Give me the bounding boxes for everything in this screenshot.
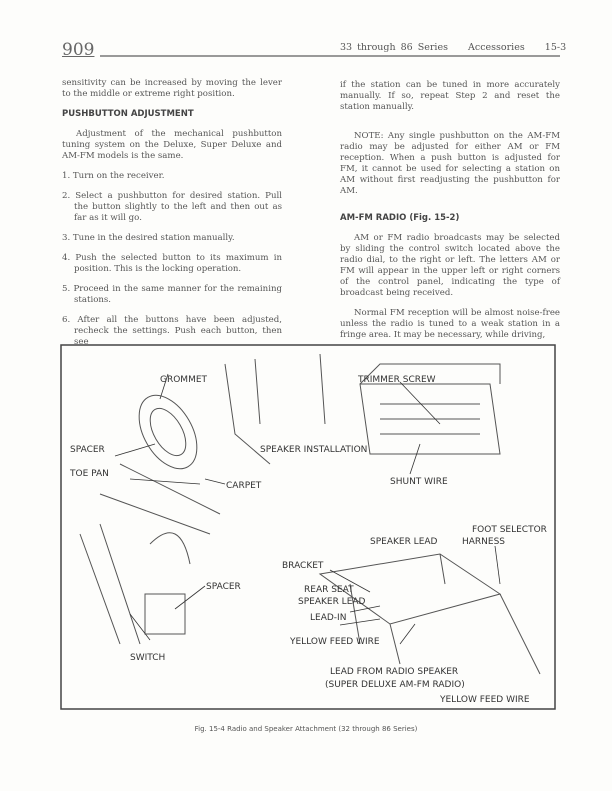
label-shunt-wire: SHUNT WIRE: [390, 477, 448, 487]
label-super-deluxe: (SUPER DELUXE AM-FM RADIO): [325, 680, 465, 690]
page-mark: 909: [62, 40, 95, 60]
figure-caption: Fig. 15-4 Radio and Speaker Attachment (32 through 86 Series): [194, 725, 418, 733]
step: 6. After all the buttons have been adjusted, recheck the settings. Push each button, then see: [62, 315, 282, 347]
label-speaker-installation: SPEAKER INSTALLATION: [260, 445, 368, 455]
note: NOTE: Any single pushbutton on the AM-FM radio may be adjusted for either AM or FM reception. When a push button is adjusted for FM, it cannot be used for selecting a station on AM without first readjusting the pushbutton for AM.: [340, 131, 560, 196]
label-trimmer-screw: TRIMMER SCREW: [358, 375, 436, 385]
label-foot-selector: FOOT SELECTOR: [472, 525, 547, 535]
label-bracket: BRACKET: [282, 561, 324, 571]
section-heading: PUSHBUTTON ADJUSTMENT: [62, 109, 194, 119]
label-rear-seat: REAR SEAT: [304, 585, 354, 595]
label-lead-in: LEAD-IN: [310, 613, 347, 623]
figure-illustration: [60, 344, 556, 710]
running-header: 33 through 86 Series Accessories 15-3: [340, 42, 567, 53]
left-column: [62, 78, 282, 357]
step: 3. Tune in the desired station manually.: [62, 233, 235, 243]
label-harness: HARNESS: [462, 537, 506, 547]
right-column: [340, 80, 560, 350]
label-rear-speaker-lead: SPEAKER LEAD: [298, 597, 366, 607]
label-spacer-2: SPACER: [206, 582, 241, 592]
label-toe-pan: TOE PAN: [70, 469, 109, 479]
section-heading: AM-FM RADIO (Fig. 15-2): [340, 213, 460, 223]
label-lead-from-radio-speaker: LEAD FROM RADIO SPEAKER: [330, 667, 459, 677]
label-speaker-lead: SPEAKER LEAD: [370, 537, 438, 547]
intro-text: sensitivity can be increased by moving the lever to the middle or extreme right position.: [62, 78, 282, 99]
label-carpet: CARPET: [226, 481, 262, 491]
label-spacer: SPACER: [70, 445, 105, 455]
label-switch: SWITCH: [130, 653, 166, 663]
label-yellow-feed-wire-2: YELLOW FEED WIRE: [440, 695, 530, 705]
paragraph: AM or FM radio broadcasts may be selected by sliding the control switch located above the radio dial, to the right or left. The letters AM or FM will appear in the upper left or right corners of the control panel, indicating the type of broadcast being received.: [340, 233, 560, 298]
step: 5. Proceed in the same manner for the remaining stations.: [62, 284, 282, 305]
header-rule: [100, 55, 560, 57]
step: 1. Turn on the receiver.: [62, 171, 165, 181]
step: 2. Select a pushbutton for desired station. Pull the button slightly to the left and then out as far as it will go.: [62, 191, 282, 223]
continued-text: if the station can be tuned in more accurately manually. If so, repeat Step 2 and reset the station manually.: [340, 80, 560, 112]
label-yellow-feed-wire: YELLOW FEED WIRE: [290, 637, 380, 647]
label-grommet: GROMMET: [160, 375, 208, 385]
paragraph: Adjustment of the mechanical pushbutton tuning system on the Deluxe, Super Deluxe and AM-FM models is the same.: [62, 129, 282, 161]
paragraph: Normal FM reception will be almost noise-free unless the radio is tuned to a weak station in a fringe area. It may be necessary, while driving,: [340, 308, 560, 340]
step: 4. Push the selected button to its maximum in position. This is the locking operation.: [62, 253, 282, 274]
